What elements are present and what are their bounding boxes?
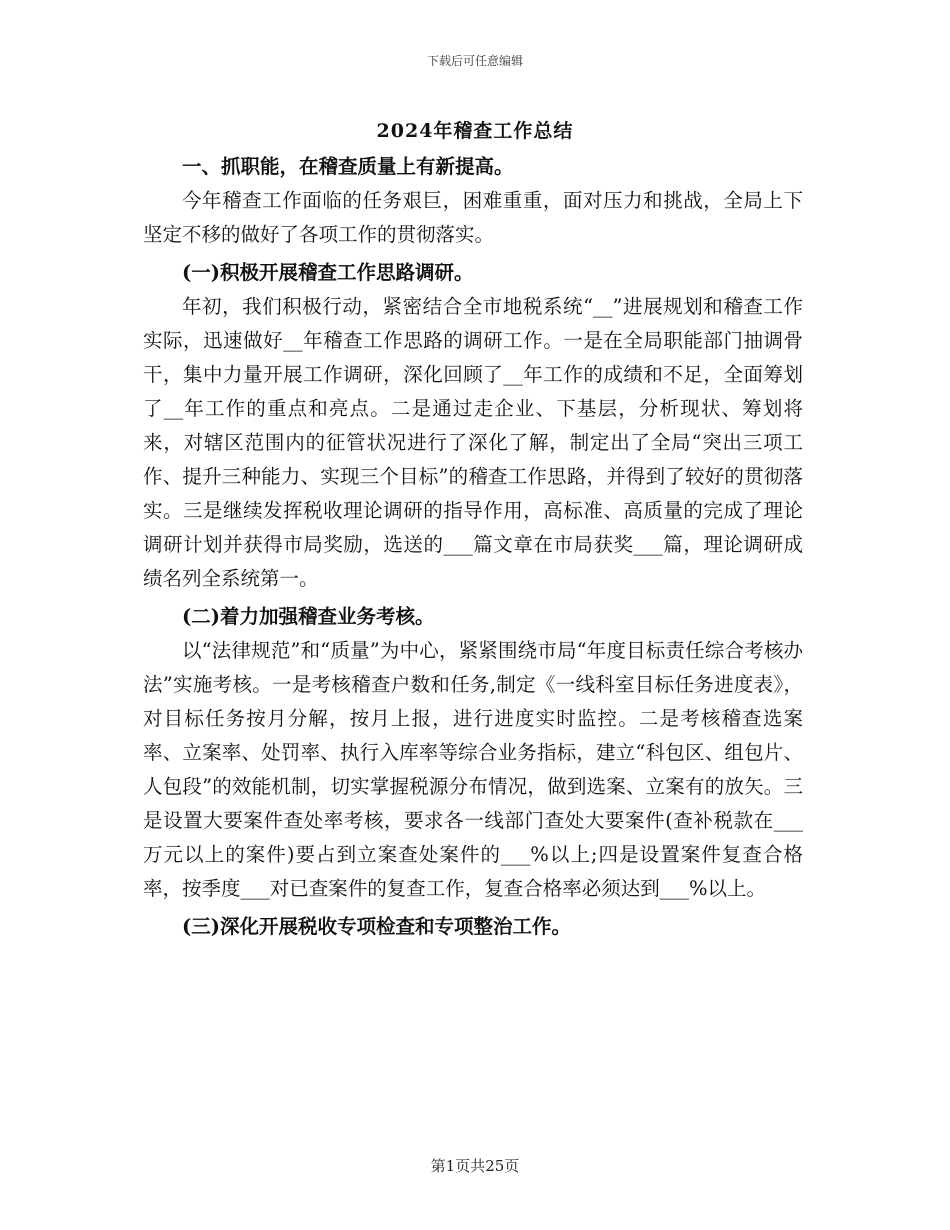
section-1-intro-paragraph: 今年稽查工作面临的任务艰巨，困难重重，面对压力和挑战，全局上下坚定不移的做好了各项工作的贯彻落实。 (143, 189, 803, 246)
subsection-2-paragraph: 以“法律规范”和“质量”为中心，紧紧围绕市局“年度目标责任综合考核办法”实施考核。一是考核稽查户数和任务,制定《一线科室目标任务进度表》，对目标任务按月分解，按月上报，进行进度实时监控。二是考核稽查选案率、立案率、处罚率、执行入库率等综合业务指标，建立“科包区、组包片、人包段”的效能机制，切实掌握税源分布情况，做到选案、立案有的放矢。三是设置大要案件查处率考核，要求各一线部门查处大要案件(查补税款在___万元以上的案件)要占到立案查处案件的___%以上;四是设置案件复查合格率，按季度___对已查案件的复查工作，复查合格率必须达到___%以上。 (143, 639, 803, 900)
subsection-3-heading: (三)深化开展税收专项检查和专项整治工作。 (182, 915, 571, 938)
section-1-heading: 一、抓职能，在稽查质量上有新提高。 (182, 155, 514, 178)
subsection-1-paragraph: 年初，我们积极行动，紧密结合全市地税系统“__”进展规划和稽查工作实际，迅速做好__年稽查工作思路的调研工作。一是在全局职能部门抽调骨干，集中力量开展工作调研，深化回顾了__年工作的成绩和不足，全面筹划了__年工作的重点和亮点。二是通过走企业、下基层，分析现状、筹划将来，对辖区范围内的征管状况进行了深化了解，制定出了全局“突出三项工作、提升三种能力、实现三个目标”的稽查工作思路，并得到了较好的贯彻落实。三是继续发挥税收理论调研的指导作用，高标准、高质量的完成了理论调研计划并获得市局奖励，选送的___篇文章在市局获奖___篇，理论调研成绩名列全系统第一。 (143, 295, 803, 590)
document-body (143, 150, 803, 944)
page-number-footer: 第1页共25页 (430, 1157, 520, 1175)
document-title: 2024年稽查工作总结 (376, 120, 574, 142)
subsection-2-heading: (二)着力加强稽查业务考核。 (182, 605, 435, 628)
header-note: 下载后可任意编辑 (426, 54, 523, 68)
subsection-1-heading: (一)积极开展稽查工作思路调研。 (182, 261, 474, 284)
